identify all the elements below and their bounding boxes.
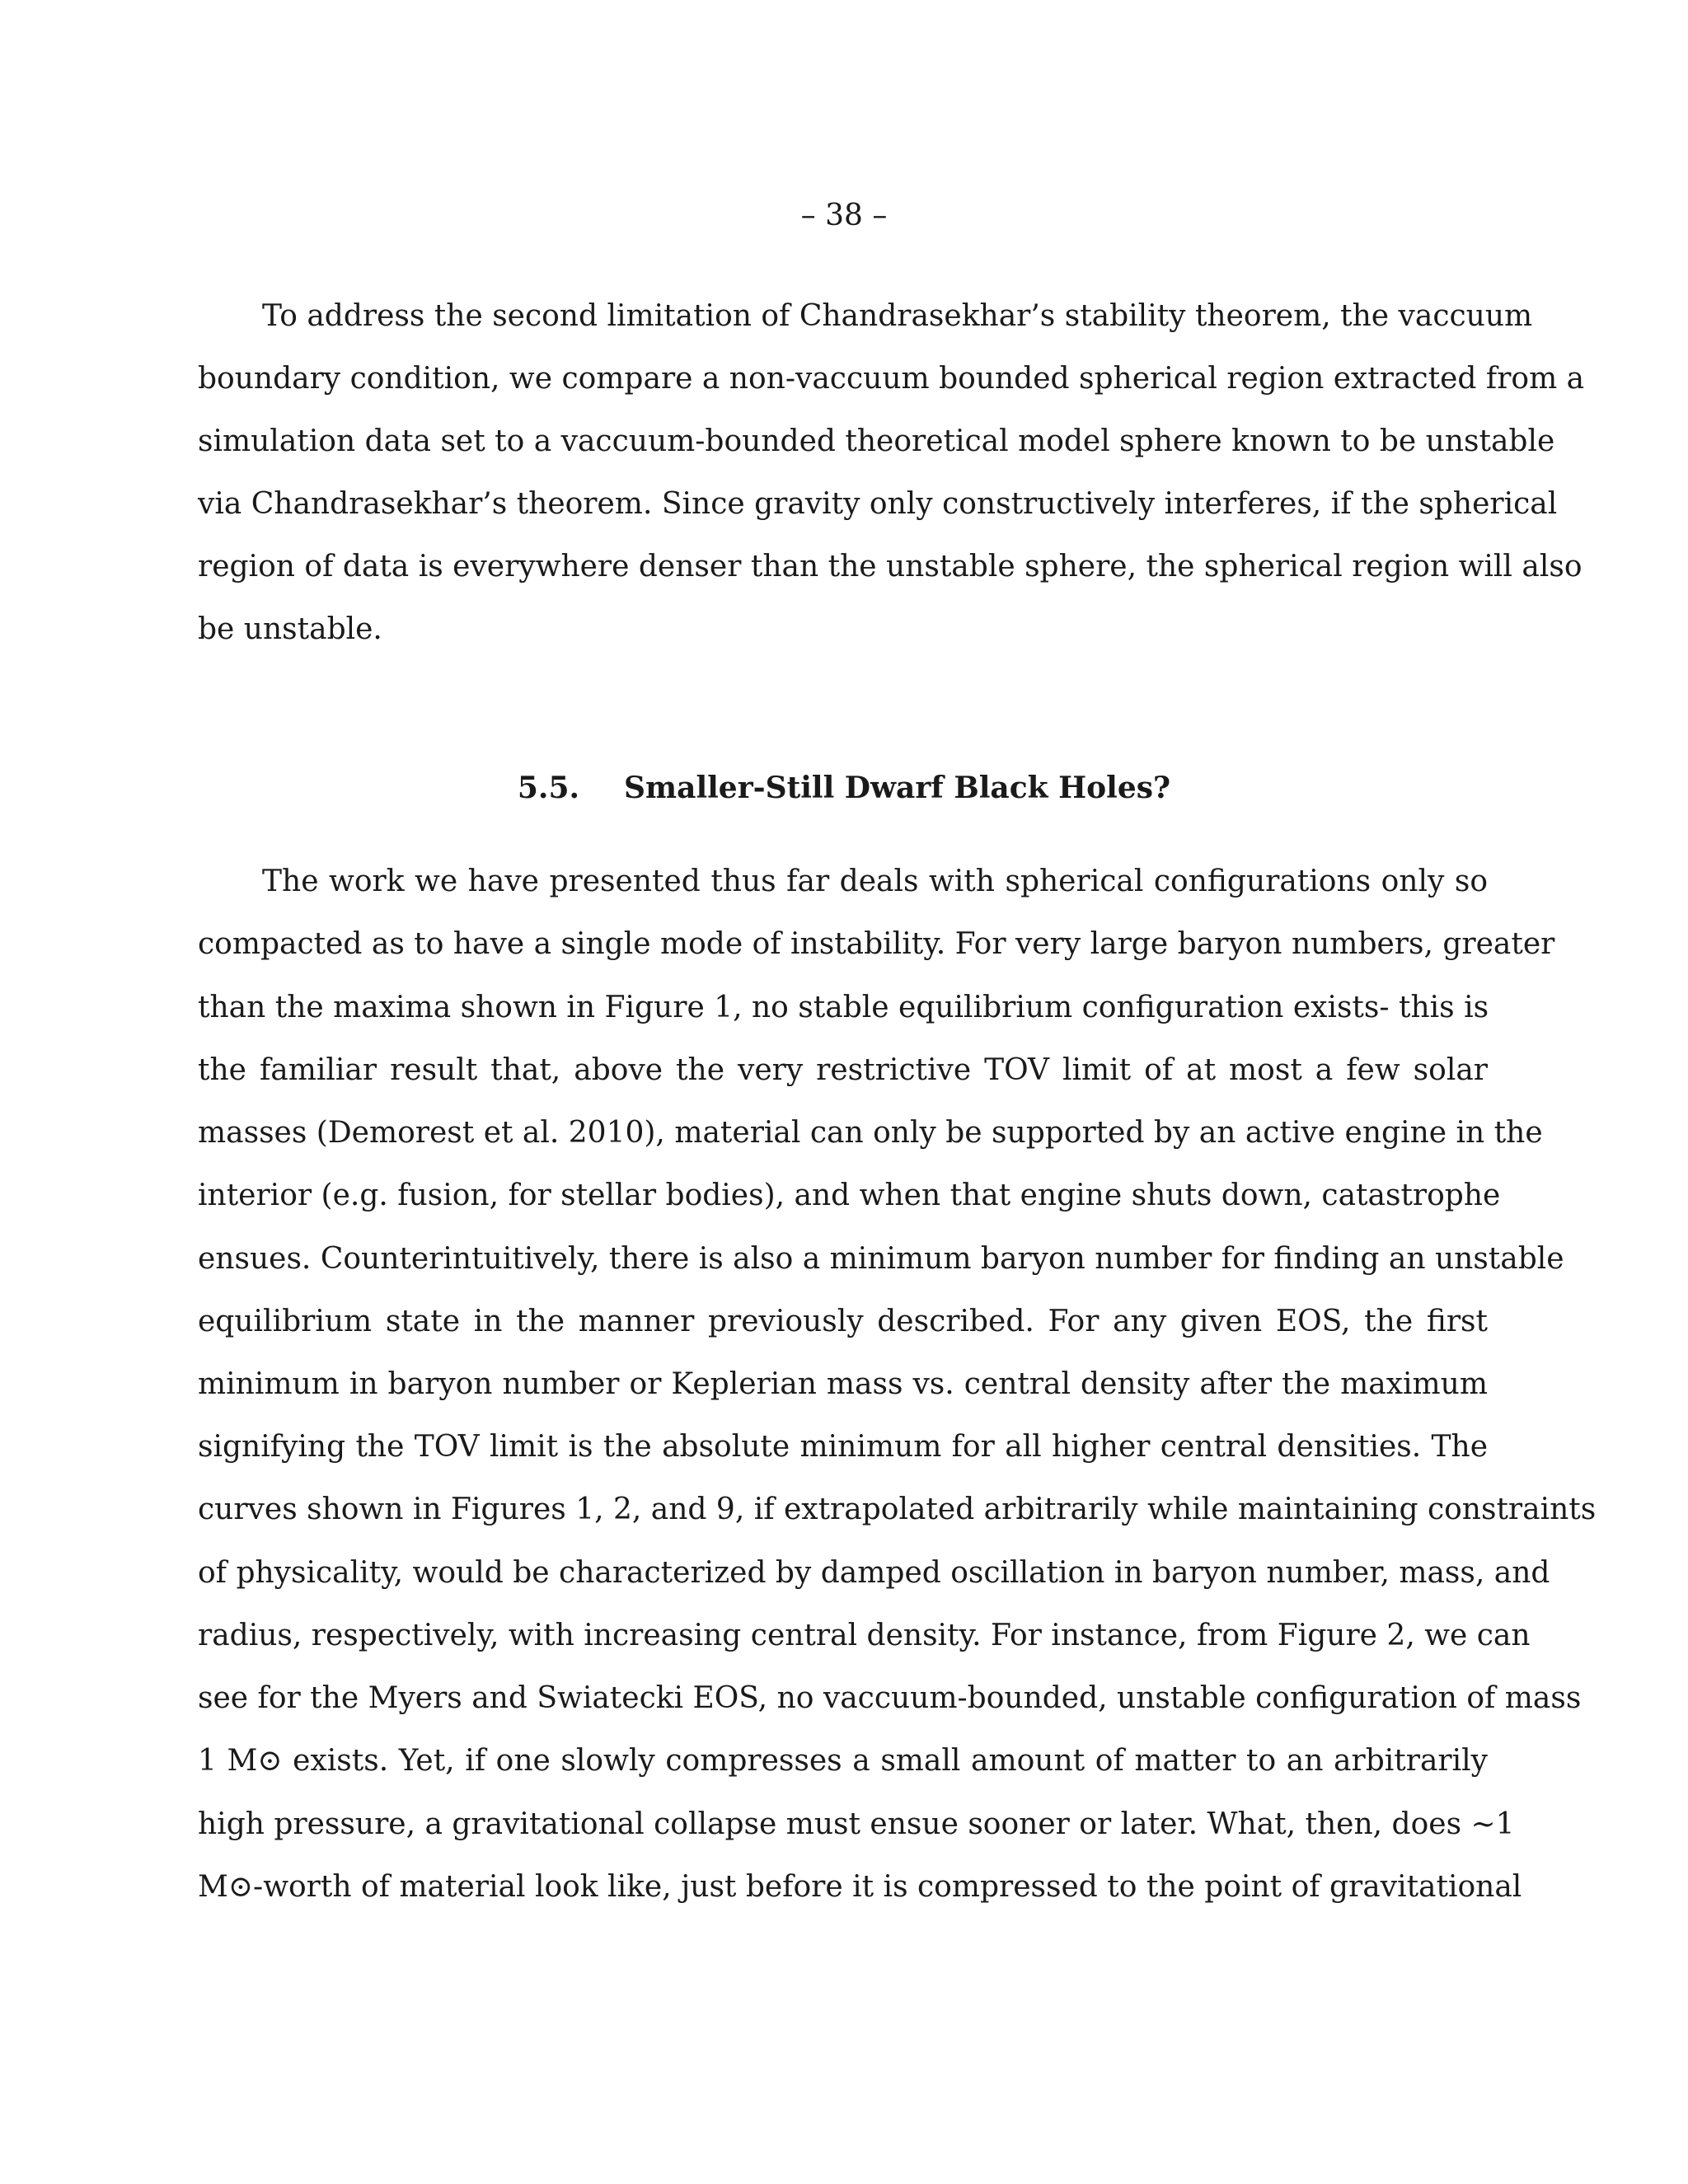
- paragraph-2-line-14: see for the Myers and Swiatecki EOS, no vaccuum-bounded, unstable configuration of mass: [198, 1681, 1582, 1715]
- paragraph-2-line-2: compacted as to have a single mode of instability. For very large baryon numbers, greater: [198, 927, 1555, 961]
- paragraph-2-line-7: ensues. Counterintuitively, there is also a minimum baryon number for finding an unstable: [198, 1242, 1564, 1276]
- paragraph-2-line-10: signifying the TOV limit is the absolute minimum for all higher central densities. The: [198, 1430, 1488, 1464]
- paragraph-2-line-8: equilibrium state in the manner previously described. For any given EOS, the first: [198, 1305, 1488, 1338]
- paragraph-1-line-3: simulation data set to a vaccuum-bounded theoretical model sphere known to be unstable: [198, 424, 1555, 458]
- paragraph-2-line-12: of physicality, would be characterized by damped oscillation in baryon number, mass, and: [198, 1556, 1550, 1590]
- paragraph-1-line-6: be unstable.: [198, 612, 382, 646]
- paragraph-2-line-9: minimum in baryon number or Keplerian mass vs. central density after the maximum: [198, 1367, 1488, 1401]
- paragraph-2-line-5: masses (Demorest et al. 2010), material can only be supported by an active engine in the: [198, 1116, 1543, 1150]
- paragraph-2-line-15: 1 M⊙ exists. Yet, if one slowly compresses a small amount of matter to an arbitrarily: [198, 1744, 1488, 1778]
- paragraph-2-line-16: high pressure, a gravitational collapse must ensue sooner or later. What, then, does ∼1: [198, 1807, 1515, 1841]
- paragraph-2-line-17: M⊙-worth of material look like, just before it is compressed to the point of gravitational: [198, 1870, 1522, 1904]
- paragraph-1-line-4: via Chandrasekhar’s theorem. Since gravity only constructively interferes, if the spherical: [198, 487, 1558, 521]
- section-title: Smaller-Still Dwarf Black Holes?: [624, 771, 1171, 805]
- paragraph-2-line-11: curves shown in Figures 1, 2, and 9, if extrapolated arbitrarily while maintaining constraints: [198, 1493, 1597, 1526]
- paragraph-2-line-3: than the maxima shown in Figure 1, no stable equilibrium configuration exists- this is: [198, 991, 1489, 1024]
- paragraph-2-line-1: The work we have presented thus far deals with spherical configurations only so: [262, 865, 1488, 898]
- section-number: 5.5.: [517, 771, 580, 805]
- paragraph-1-line-2: boundary condition, we compare a non-vaccuum bounded spherical region extracted from a: [198, 362, 1585, 396]
- section-heading: [0, 766, 1688, 809]
- paragraph-2-line-6: interior (e.g. fusion, for stellar bodies), and when that engine shuts down, catastrophe: [198, 1179, 1501, 1212]
- paragraph-1-line-5: region of data is everywhere denser than the unstable sphere, the spherical region will also: [198, 550, 1582, 583]
- paragraph-2-line-13: radius, respectively, with increasing central density. For instance, from Figure 2, we can: [198, 1619, 1531, 1652]
- paragraph-1-line-1: To address the second limitation of Chandrasekhar’s stability theorem, the vaccuum: [262, 299, 1533, 333]
- paragraph-2-line-4: the familiar result that, above the very restrictive TOV limit of at most a few solar: [198, 1053, 1488, 1087]
- page-number: – 38 –: [800, 199, 888, 232]
